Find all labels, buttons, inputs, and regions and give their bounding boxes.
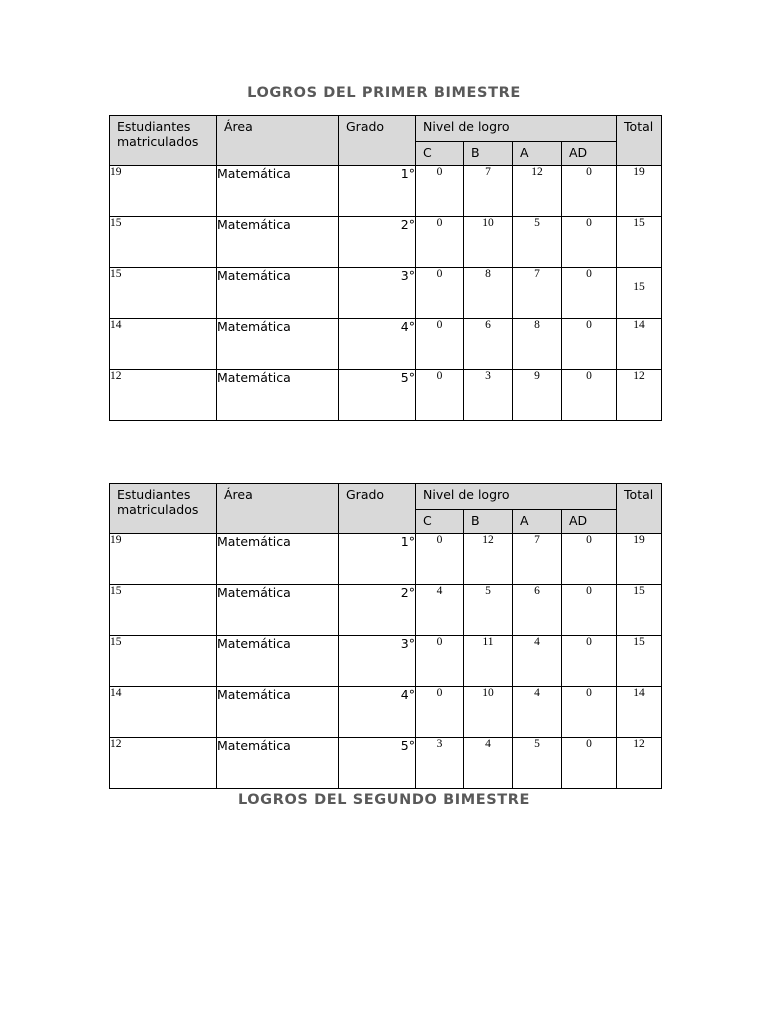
cell-c: 0 xyxy=(416,534,464,585)
cell-grade: 3° xyxy=(339,268,416,319)
cell-ad: 0 xyxy=(562,534,617,585)
title-second-bimester: LOGROS DEL SEGUNDO BIMESTRE xyxy=(237,792,531,808)
cell-students: 15 xyxy=(110,585,217,636)
cell-c: 0 xyxy=(416,636,464,687)
table-row xyxy=(110,166,662,217)
table-row xyxy=(110,534,662,585)
cell-grade: 1° xyxy=(339,534,416,585)
cell-area: Matemática xyxy=(217,738,339,789)
cell-ad: 0 xyxy=(562,585,617,636)
cell-total: 15 xyxy=(617,217,662,268)
cell-students: 15 xyxy=(110,636,217,687)
cell-students: 12 xyxy=(110,738,217,789)
cell-c: 0 xyxy=(416,687,464,738)
header-grade: Grado xyxy=(339,484,416,534)
cell-a: 9 xyxy=(513,370,562,421)
cell-students: 14 xyxy=(110,687,217,738)
cell-total: 12 xyxy=(617,738,662,789)
header-level-b: B xyxy=(464,142,513,166)
cell-grade: 2° xyxy=(339,585,416,636)
cell-c: 0 xyxy=(416,217,464,268)
table-row xyxy=(110,370,662,421)
cell-b: 12 xyxy=(464,534,513,585)
cell-b: 4 xyxy=(464,738,513,789)
header-level: Nivel de logro xyxy=(416,116,617,142)
header-students: Estudiantes matriculados xyxy=(110,116,217,166)
cell-grade: 2° xyxy=(339,217,416,268)
title-first-bimester: LOGROS DEL PRIMER BIMESTRE xyxy=(247,85,521,101)
cell-ad: 0 xyxy=(562,636,617,687)
cell-total: 15 xyxy=(617,585,662,636)
cell-b: 10 xyxy=(464,217,513,268)
table-row xyxy=(110,585,662,636)
cell-area: Matemática xyxy=(217,585,339,636)
cell-total: 15 xyxy=(617,268,662,319)
cell-area: Matemática xyxy=(217,217,339,268)
table-row xyxy=(110,319,662,370)
cell-students: 12 xyxy=(110,370,217,421)
cell-ad: 0 xyxy=(562,166,617,217)
cell-ad: 0 xyxy=(562,370,617,421)
header-level-c: C xyxy=(416,142,464,166)
cell-total: 14 xyxy=(617,319,662,370)
cell-b: 7 xyxy=(464,166,513,217)
cell-c: 0 xyxy=(416,268,464,319)
cell-students: 15 xyxy=(110,217,217,268)
header-level-b: B xyxy=(464,510,513,534)
cell-ad: 0 xyxy=(562,217,617,268)
cell-a: 4 xyxy=(513,687,562,738)
table-row xyxy=(110,268,662,319)
table-row xyxy=(110,738,662,789)
cell-c: 4 xyxy=(416,585,464,636)
header-level-c: C xyxy=(416,510,464,534)
header-level: Nivel de logro xyxy=(416,484,617,510)
cell-c: 3 xyxy=(416,738,464,789)
cell-area: Matemática xyxy=(217,319,339,370)
cell-a: 5 xyxy=(513,217,562,268)
table-second-bimester xyxy=(109,483,662,789)
cell-grade: 1° xyxy=(339,166,416,217)
header-level-a: A xyxy=(513,510,562,534)
cell-area: Matemática xyxy=(217,166,339,217)
cell-a: 7 xyxy=(513,534,562,585)
cell-ad: 0 xyxy=(562,738,617,789)
cell-a: 6 xyxy=(513,585,562,636)
cell-a: 8 xyxy=(513,319,562,370)
header-total: Total xyxy=(617,484,662,534)
cell-a: 12 xyxy=(513,166,562,217)
header-area: Área xyxy=(217,484,339,534)
cell-ad: 0 xyxy=(562,268,617,319)
table-row xyxy=(110,636,662,687)
cell-c: 0 xyxy=(416,166,464,217)
cell-total: 19 xyxy=(617,534,662,585)
cell-b: 3 xyxy=(464,370,513,421)
cell-area: Matemática xyxy=(217,370,339,421)
cell-total: 19 xyxy=(617,166,662,217)
header-level-ad: AD xyxy=(562,142,617,166)
cell-students: 19 xyxy=(110,534,217,585)
cell-ad: 0 xyxy=(562,687,617,738)
table-row xyxy=(110,217,662,268)
cell-ad: 0 xyxy=(562,319,617,370)
cell-a: 7 xyxy=(513,268,562,319)
cell-area: Matemática xyxy=(217,268,339,319)
cell-area: Matemática xyxy=(217,687,339,738)
cell-grade: 5° xyxy=(339,370,416,421)
cell-c: 0 xyxy=(416,370,464,421)
cell-students: 14 xyxy=(110,319,217,370)
cell-grade: 5° xyxy=(339,738,416,789)
cell-area: Matemática xyxy=(217,534,339,585)
header-students: Estudiantes matriculados xyxy=(110,484,217,534)
cell-b: 11 xyxy=(464,636,513,687)
cell-area: Matemática xyxy=(217,636,339,687)
cell-total: 12 xyxy=(617,370,662,421)
header-area: Área xyxy=(217,116,339,166)
table-first-bimester xyxy=(109,115,662,421)
header-grade: Grado xyxy=(339,116,416,166)
cell-students: 19 xyxy=(110,166,217,217)
cell-a: 5 xyxy=(513,738,562,789)
cell-b: 8 xyxy=(464,268,513,319)
cell-total: 15 xyxy=(617,636,662,687)
header-total: Total xyxy=(617,116,662,166)
cell-b: 6 xyxy=(464,319,513,370)
cell-total: 14 xyxy=(617,687,662,738)
cell-c: 0 xyxy=(416,319,464,370)
cell-b: 10 xyxy=(464,687,513,738)
table-row xyxy=(110,687,662,738)
cell-b: 5 xyxy=(464,585,513,636)
cell-a: 4 xyxy=(513,636,562,687)
cell-grade: 4° xyxy=(339,687,416,738)
header-level-ad: AD xyxy=(562,510,617,534)
cell-grade: 4° xyxy=(339,319,416,370)
cell-students: 15 xyxy=(110,268,217,319)
cell-grade: 3° xyxy=(339,636,416,687)
header-level-a: A xyxy=(513,142,562,166)
